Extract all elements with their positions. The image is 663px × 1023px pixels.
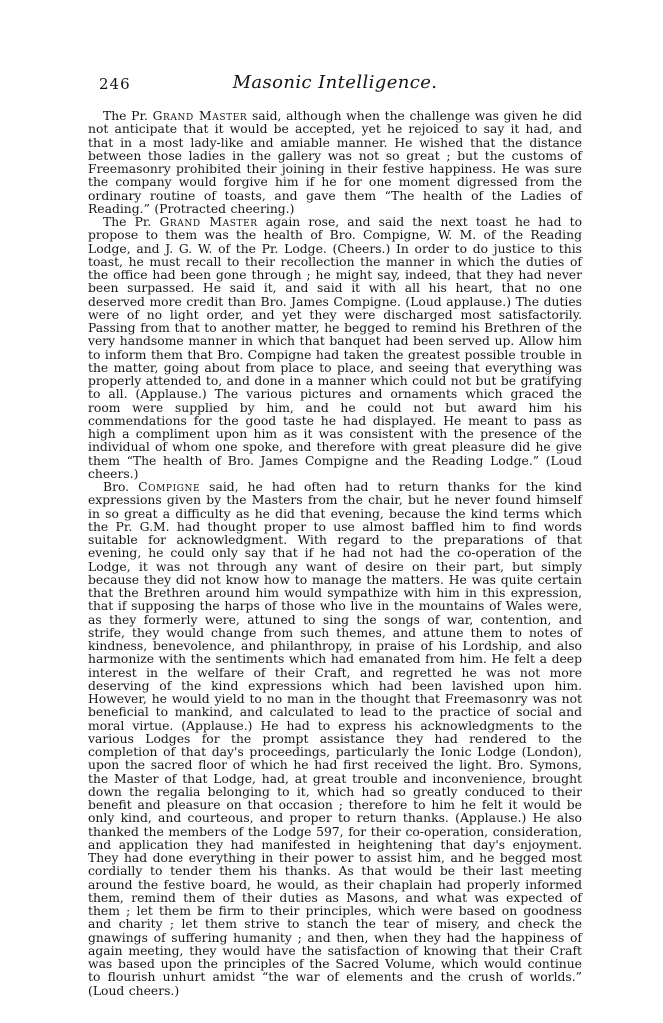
paragraph-text: said, he had often had to return thanks for the kind expressions given by the Masters from the chair, but he never found himself in so great a difficulty as he did that evening, because the kind terms which the Pr. G.M. had thought proper to use almost baffled him to find words suitable for acknowledgment. With regard to the preparations of that evening, he could only say that if he had not had the co-operation of the Lodge, it was not through any want of desire on their part, but simply because they did not know how to manage the matters. He was quite certain that the Brethren around him would sympathize with him in this expression, that if supposing the harps of those who live in the mountains of Wales were, as they formerly were, attuned to sing the songs of war, contention, and strife, they would change from such themes, and attune them to notes of kindness, benevolence, and philanthropy, in praise of his Lordship, and also harmonize with the sentiments which had emanated from him. He felt a deep interest in the welfare of their Craft, and regretted he was not more deserving of the kind expressions which had been lavished upon him. However, he would yield to no man in the thought that Freemasonry was not beneficial to mankind, and calculated to lead to the practice of social and moral virtue. (Applause.) He had to express his acknowledgments to the various Lodges for the prompt assistance they had rendered to the completion of that day's proceedings, particularly the Ionic Lodge (London), upon the sacred floor of which he had first received the light. Bro. Symons, the Master of that Lodge, had, at great trouble and inconvenience, brought down the regalia belonging to it, which had so greatly conduced to their benefit and pleasure on that occasion ; therefore to him he felt it would be only kind, and courteous, and proper to return thanks. (Applause.) He also thanked the members of the Lodge 597, for their co-operation, consideration, and application they had manifested in heightening that day's enjoyment. They had done everything in their power to assist him, and he begged most cordially to tender them his thanks. As that would be their last meeting around the festive board, he would, as their chaplain had properly informed them, remind them of their duties as Masons, and what was expected of them ; let them be firm to their principles, which were based on goodness and charity ; let them strive to stanch the tear of misery, and check the gnawings of suffering humanity ; and then, when they had the happiness of again meeting, they would have the satisfaction of knowing that their Craft was based upon the principles of the Sacred Volume, which would continue to flourish unhurt amidst “the war of elements and the crush of worlds.” (Loud cheers.) bbox=[88, 480, 582, 998]
paragraph-text: The Pr. bbox=[103, 109, 153, 123]
paragraph-text: Bro. bbox=[103, 480, 139, 494]
paragraph-compigne-reply bbox=[88, 481, 582, 998]
article-body bbox=[88, 110, 582, 998]
paragraph-grand-master-toast-ladies bbox=[88, 110, 582, 216]
page-title: Masonic Intelligence. bbox=[232, 72, 438, 93]
page-number: 246 bbox=[99, 75, 131, 93]
page-header bbox=[88, 72, 582, 96]
paragraph-text: again rose, and said the next toast he had to propose to them was the health of Bro. Compigne, W. M. of the Reading Lodge, and J. G. W. of the Pr. Lodge. (Cheers.) In order to do justice to this toast, he must recall to their recollection the manner in which the duties of the office had been gone through ; he might say, indeed, that they had never been surpassed. He said it, and said it with all his heart, that no one deserved more credit than Bro. James Compigne. (Loud applause.) The duties were of no light order, and yet they were discharged most satisfactorily. Passing from that to another matter, he begged to remind his Brethren of the very handsome manner in which that banquet had been served up. Allow him to inform them that Bro. Compigne had taken the greatest possible trouble in the matter, going about from place to place, and seeing that everything was properly attended to, and done in a manner which could not but be gratifying to all. (Applause.) The various pictures and ornaments which graced the room were supplied by him, and he could not but award him his commendations for the good taste he had displayed. He meant to pass as high a compliment upon him as it was consistent with the presence of the individual of whom one spoke, and therefore with great pleasure did he give them “The health of Bro. James Compigne and the Reading Lodge.” (Loud cheers.) bbox=[88, 215, 582, 481]
paragraph-text: The Pr. bbox=[103, 215, 160, 229]
smallcaps-compigne: Compigne bbox=[138, 480, 201, 494]
smallcaps-grand-master: Grand Master bbox=[159, 215, 258, 229]
paragraph-grand-master-toast-compigne bbox=[88, 216, 582, 481]
paragraph-text: said, although when the challenge was given he did not anticipate that it would be accepted, yet he rejoiced to say it had, and that in a most lady-like and amiable manner. He wished that the distance between those ladies in the gallery was not so great ; but the customs of Freemasonry prohibited their joining in their festive happiness. He was sure the company would forgive him if he for one moment digressed from the ordinary routine of toasts, and gave them “The health of the Ladies of Reading.” (Protracted cheering.) bbox=[88, 109, 583, 216]
smallcaps-grand-master: Grand Master bbox=[152, 109, 248, 123]
